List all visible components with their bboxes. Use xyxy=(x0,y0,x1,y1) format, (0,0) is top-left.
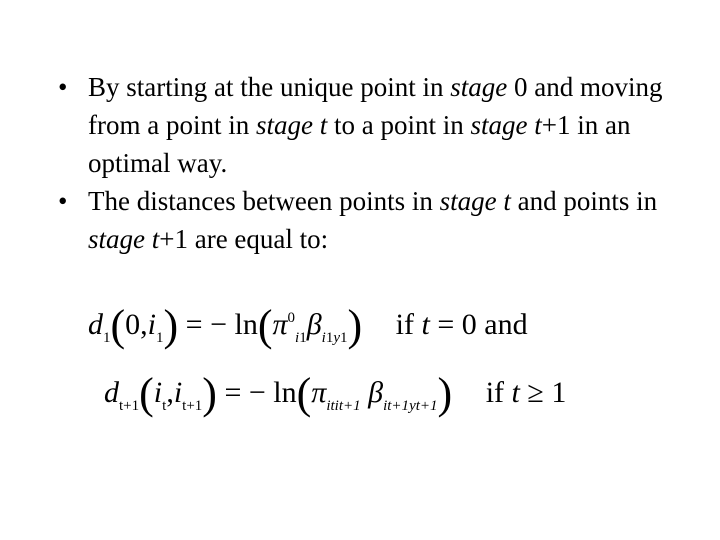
text-run-italic: stage t xyxy=(470,110,542,140)
eq-paren: ( xyxy=(110,301,126,350)
eq-subscript: t+1 xyxy=(387,398,410,414)
eq-condition-rel: = 0 and xyxy=(437,308,528,341)
bullet-list xyxy=(58,68,678,258)
eq-subscript: 1 xyxy=(103,330,111,346)
eq-condition-if: if xyxy=(485,376,505,409)
distance-equation-stage-0 xyxy=(88,300,528,351)
bullet-item-stage-path xyxy=(58,68,678,182)
eq-subscript: 1 xyxy=(299,330,307,346)
eq-subscript: i xyxy=(326,398,331,414)
eq-subscript: 1 xyxy=(156,330,164,346)
distance-equation-stage-t: $d_{t+1}(i_t,i_{t+1})$ = − $\ln(\pi_{itit+1}$ $\beta_{it+1yt+1}$) if t ≥ 1 xyxy=(104,369,567,418)
text-run: By starting at the unique point in xyxy=(88,72,451,102)
bullet-marker: • xyxy=(58,186,68,216)
eq-subscript: t xyxy=(330,398,335,414)
text-run: to a point in xyxy=(327,110,471,140)
eq-symbol-pi: π xyxy=(311,376,327,409)
text-run-italic: stage t xyxy=(439,186,511,216)
eq-condition-rel: ≥ 1 xyxy=(527,376,567,409)
eq-subscript: t+1 xyxy=(182,398,203,414)
eq-equals-ln: = − ln xyxy=(224,376,297,409)
text-run: +1 are equal to: xyxy=(159,224,329,254)
eq-paren: ) xyxy=(202,369,217,418)
eq-paren: ) xyxy=(163,301,179,350)
eq-subscript: y xyxy=(409,398,416,414)
text-run: 0 and moving from a point in xyxy=(88,72,663,140)
eq-condition-var: t xyxy=(421,308,430,341)
eq-subscript: 1 xyxy=(325,330,334,346)
eq-subscript: y xyxy=(333,330,340,346)
eq-subscript: t+1 xyxy=(415,398,438,414)
eq-symbol-pi: π xyxy=(272,308,288,341)
eq-subscript: i xyxy=(334,398,339,414)
eq-superscript: 0 xyxy=(287,310,296,326)
eq-paren: ( xyxy=(296,369,312,418)
eq-paren: ) xyxy=(437,369,453,418)
eq-condition-if: if xyxy=(395,308,414,341)
bullet-text xyxy=(88,186,657,254)
eq-symbol-d: d xyxy=(104,376,119,409)
eq-subscript: i xyxy=(321,330,326,346)
bullet-marker: • xyxy=(58,72,68,102)
text-run: and points in xyxy=(510,186,658,216)
eq-condition-var: t xyxy=(511,376,520,409)
eq-arg: 0, xyxy=(125,308,148,341)
text-run-italic: stage t xyxy=(255,110,328,140)
eq-subscript: t+1 xyxy=(338,398,361,414)
eq-equals-ln: = − ln xyxy=(185,308,258,341)
eq-paren: ( xyxy=(257,301,273,350)
eq-symbol-d: d xyxy=(88,308,103,341)
text-run: The distances between points in xyxy=(88,186,440,216)
eq-symbol-i: i xyxy=(173,376,183,409)
eq-subscript: i xyxy=(383,398,388,414)
eq-subscript: i xyxy=(295,330,300,346)
bullet-item-distances xyxy=(58,182,678,258)
eq-subscript: t+1 xyxy=(119,398,140,414)
eq-paren: ( xyxy=(139,369,154,418)
eq-symbol-beta: β xyxy=(368,376,384,409)
text-run: +1 in an optimal way. xyxy=(88,110,631,178)
text-run-italic: stage xyxy=(450,72,508,102)
bullet-text xyxy=(88,72,662,178)
text-run-italic: stage t xyxy=(88,224,160,254)
eq-symbol-beta: β xyxy=(306,308,322,341)
eq-subscript: t xyxy=(162,398,167,414)
eq-subscript: 1 xyxy=(340,330,348,346)
eq-paren: ) xyxy=(347,301,363,350)
eq-symbol-i: i xyxy=(153,376,163,409)
eq-symbol-i: i xyxy=(147,308,156,341)
